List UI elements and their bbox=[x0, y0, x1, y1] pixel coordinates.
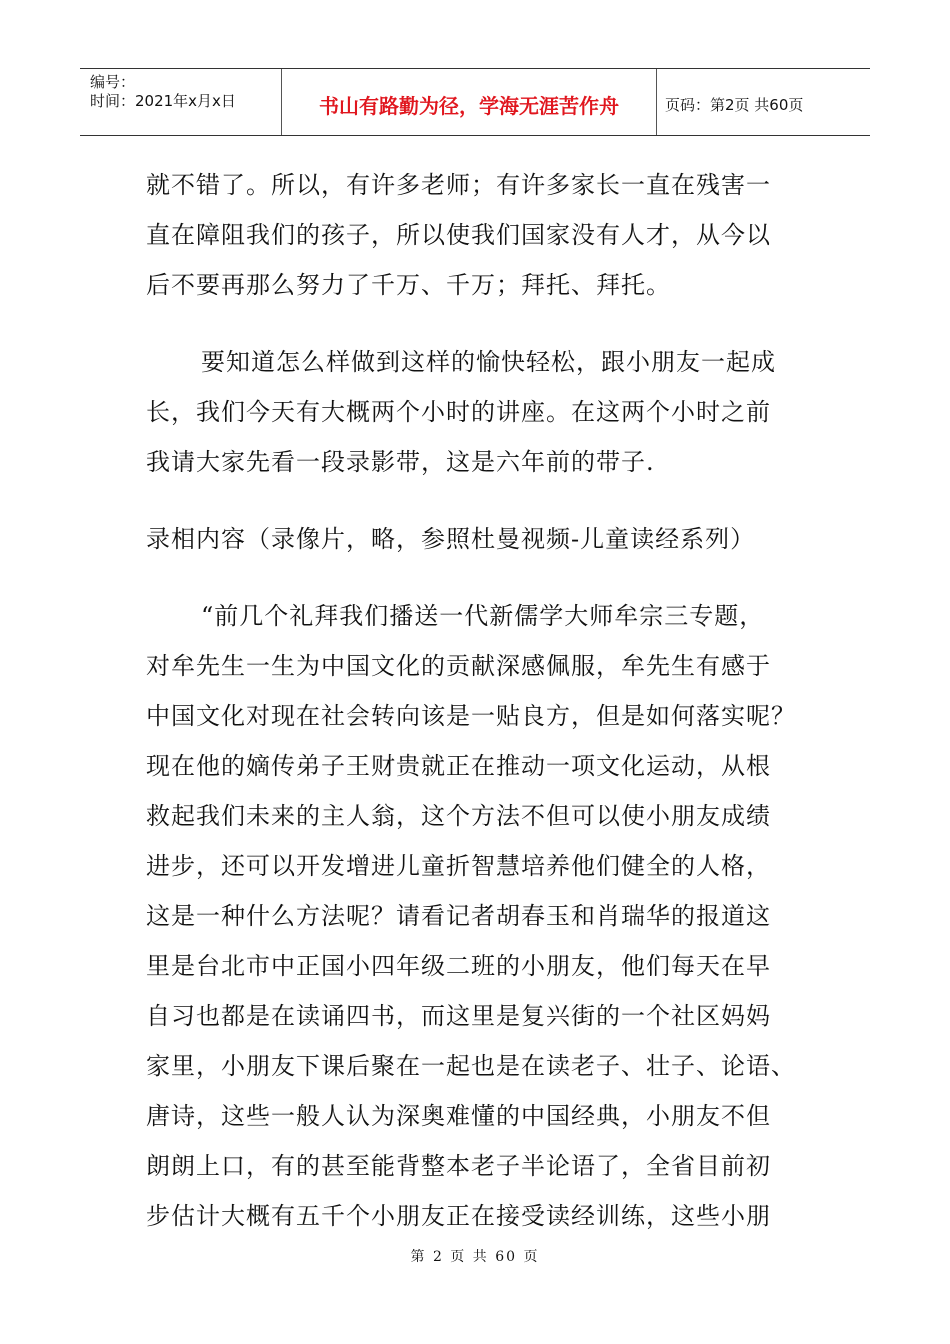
text-line: 朗朗上口，有的甚至能背整本老子半论语了，全省目前初 bbox=[146, 1152, 771, 1180]
paragraph-gap bbox=[146, 310, 806, 337]
text-line: 后不要再那么努力了千万、千万；拜托、拜托。 bbox=[146, 271, 671, 299]
text-line: “前几个礼拜我们播送一代新儒学大师牟宗三专题， bbox=[201, 602, 765, 630]
header-page-info: 页码：第2页 共60页 bbox=[665, 95, 804, 114]
text-line: 进步，还可以开发增进儿童折智慧培养他们健全的人格， bbox=[146, 852, 771, 880]
text-line: 这是一种什么方法呢？请看记者胡春玉和肖瑞华的报道这 bbox=[146, 902, 771, 930]
text-line: 我请大家先看一段录影带，这是六年前的带子. bbox=[146, 448, 655, 476]
text-line: 现在他的嫡传弟子王财贵就正在推动一项文化运动，从根 bbox=[146, 752, 771, 780]
text-line: 里是台北市中正国小四年级二班的小朋友，他们每天在早 bbox=[146, 952, 771, 980]
text-line: 要知道怎么样做到这样的愉快轻松，跟小朋友一起成 bbox=[201, 348, 776, 376]
page-header bbox=[80, 68, 870, 136]
header-motto: 书山有路勤为径，学海无涯苦作舟 bbox=[282, 69, 657, 135]
text-line: 唐诗，这些一般人认为深奥难懂的中国经典，小朋友不但 bbox=[146, 1102, 771, 1130]
text-line: 救起我们未来的主人翁，这个方法不但可以使小朋友成绩 bbox=[146, 802, 771, 830]
paragraph bbox=[146, 591, 806, 1241]
text-line: 长，我们今天有大概两个小时的讲座。在这两个小时之前 bbox=[146, 398, 771, 426]
text-line: 就不错了。所以，有许多老师；有许多家长一直在残害一 bbox=[146, 171, 771, 199]
paragraph bbox=[146, 337, 806, 487]
paragraph bbox=[146, 514, 806, 564]
text-line: 自习也都是在读诵四书，而这里是复兴街的一个社区妈妈 bbox=[146, 1002, 771, 1030]
text-line: 步估计大概有五千个小朋友正在接受读经训练，这些小朋 bbox=[146, 1202, 771, 1230]
document-time: 时间：2021年x月x日 bbox=[90, 92, 236, 110]
document-number: 编号： bbox=[90, 73, 136, 91]
paragraph bbox=[146, 160, 806, 310]
paragraph-gap bbox=[146, 564, 806, 591]
document-body bbox=[146, 160, 806, 1241]
text-line: 中国文化对现在社会转向该是一贴良方，但是如何落实呢？ bbox=[146, 702, 796, 730]
page-footer: 第 2 页 共 60 页 bbox=[410, 1249, 540, 1265]
text-line: 家里，小朋友下课后聚在一起也是在读老子、壮子、论语、 bbox=[146, 1052, 796, 1080]
text-line: 对牟先生一生为中国文化的贡献深感佩服，牟先生有感于 bbox=[146, 652, 771, 680]
header-meta bbox=[80, 69, 282, 135]
text-line: 录相内容（录像片，略，参照杜曼视频-儿童读经系列） bbox=[146, 525, 756, 553]
paragraph-gap bbox=[146, 487, 806, 514]
text-line: 直在障阻我们的孩子，所以使我们国家没有人才，从今以 bbox=[146, 221, 771, 249]
